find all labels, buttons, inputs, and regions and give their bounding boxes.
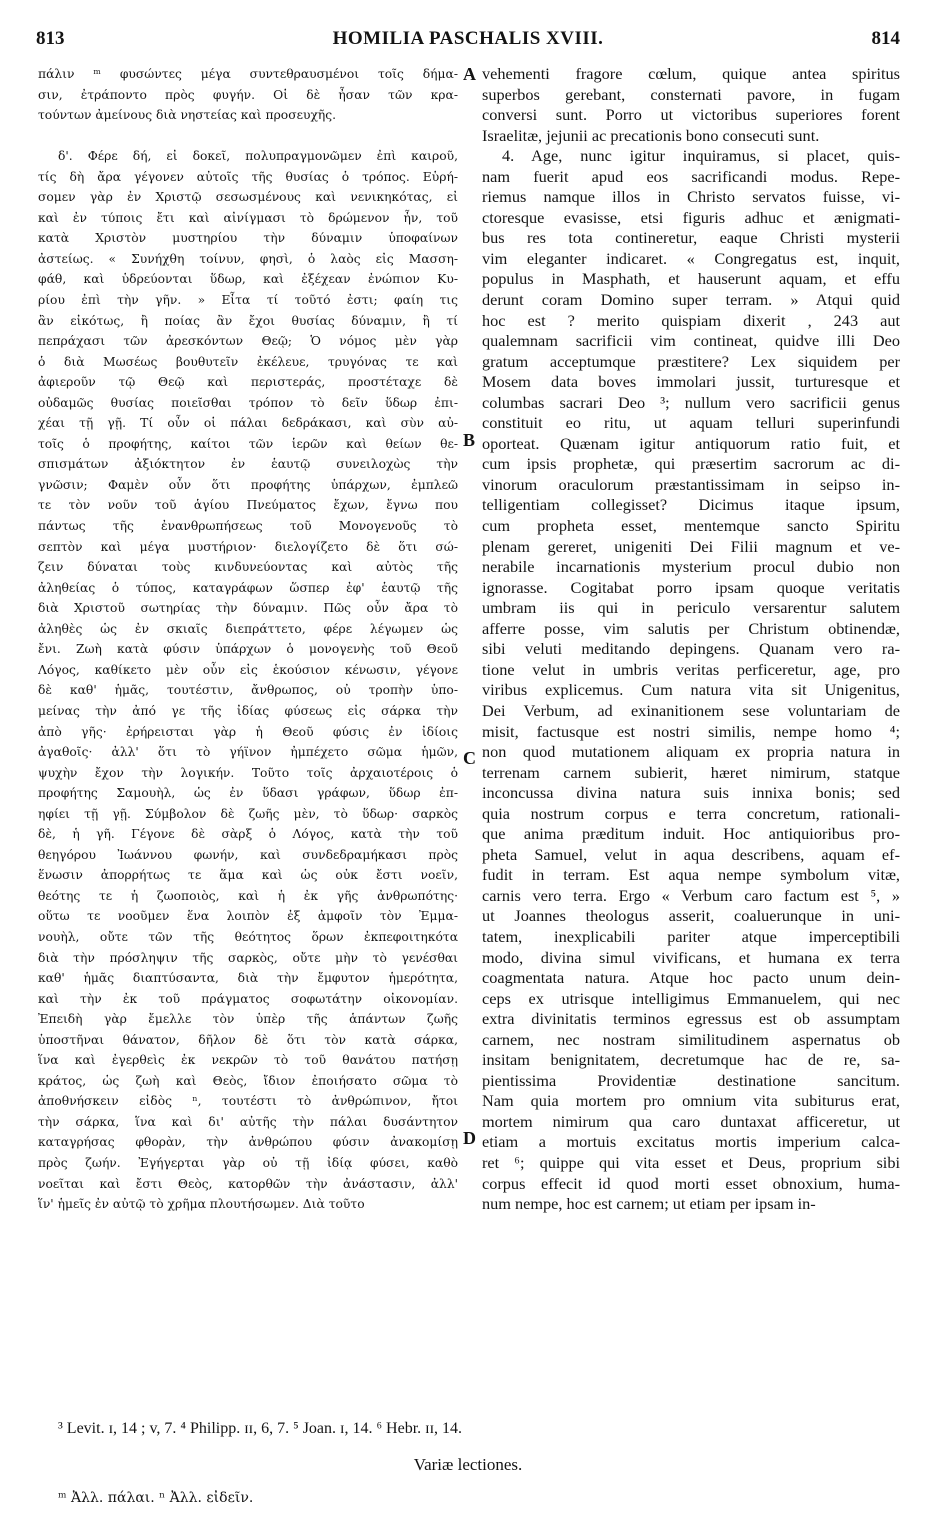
latin-text-line: plenam gereret, unigeniti Dei Filii magnum et ve- <box>482 536 900 556</box>
latin-text-line: tione velut in umbris veritas perficeretur, age, pro <box>482 659 900 679</box>
latin-text-line: conversi sunt. Porro ut victoribus superiores forent <box>482 105 900 125</box>
greek-text-line: ἕνωσιν ἀπορρήτως τε ἅμα καὶ ὡς οὐκ ἔστι νοεῖν, <box>38 868 458 883</box>
latin-text-line: non quod mutationem aliquam ex propria natura in <box>482 742 900 762</box>
greek-text-line: διὰ Χριστοῦ σωτηρίας τὴν δύναμιν. Πῶς οὖν ἄρα τὸ <box>38 601 458 616</box>
latin-text-line: hoc est ? merito quispiam dixerit , 243 aut <box>482 310 900 330</box>
greek-text-line: καθ' ἡμᾶς διαπτύσαντα, διὰ τὴν ἔμφυτον ἡμερότητα, <box>38 971 458 986</box>
greek-text-line: οὕτω τε νοοῦμεν ἕνα λοιπὸν ἐξ ἀμφοῖν τὸν Ἐμμα- <box>38 909 458 924</box>
greek-text-line: διὰ τὴν πρόσληψιν τῆς σαρκὸς, οὔτε μὴν τὸ γενέσθαι <box>38 950 458 965</box>
latin-text-line: vehementi fragore cœlum, quique antea spiritus <box>482 64 900 83</box>
greek-text-line: τε τὸν νοῦν τοῦ ἁγίου Πνεύματος ἔχων, ἔγνω που <box>38 498 458 513</box>
latin-text-line: num nempe, hoc est carnem; ut etiam per ipsam in- <box>482 1194 816 1214</box>
greek-text-line: τίς δὴ ἄρα γέγονεν αὐτοῖς τῆς θυσίας ὁ τρόπος. Εὑρή- <box>38 169 458 184</box>
latin-text-line: vim eleganter indicaret. « Congregatus est, inquit, <box>482 248 900 268</box>
latin-text-line: pheta Samuel, velut in aqua describens, aquam ef- <box>482 844 900 864</box>
latin-text-line: oporteat. Quænam igitur antiquorum ratio fuit, et <box>482 433 900 453</box>
greek-text-line: μείνας τὴν ἀπό γε τῆς ἰδίας φύσεως εἰς σάρκα τὴν <box>38 703 458 718</box>
greek-text-line: καὶ ἐν τύποις ἔτι καὶ αἰνίγμασι τὸ δρώμενον ἦν, τοῦ <box>38 210 458 225</box>
variae-lectiones-heading: Variæ lectiones. <box>413 1455 523 1474</box>
greek-text-line: ψυχὴν ἔχον τὴν λογικήν. Τοῦτο τοῖς ἀρχαιοτέροις ὁ <box>38 765 458 780</box>
latin-text-line: etiam a mortuis excitatus mortis imperium calca- <box>482 1132 900 1152</box>
greek-text-line: θεότης τε ἡ ζωοποιὸς, καὶ ἡ ἐκ γῆς ἀνθρωπότης· <box>38 888 458 903</box>
greek-text-line: δὲ καθ' ἡμᾶς, τουτέστιν, ἄνθρωπος, οὐ τροπὴν ὑπο- <box>38 683 458 698</box>
greek-text-line: δ'. Φέρε δή, εἰ δοκεῖ, πολυπραγμονῶμεν ἐπὶ καιροῦ, <box>58 149 458 164</box>
greek-text-line: σομεν γὰρ ἐν Χριστῷ σεσωσμένους καὶ νενικηκότας, εἰ <box>38 190 458 205</box>
page-header <box>36 28 900 54</box>
margin-letter-c: C <box>463 748 476 768</box>
greek-text-line: ηφίει τῇ γῇ. Σύμβολον δὲ ζωῆς μὲν, τὸ ὕδωρ· σαρκὸς <box>38 806 458 821</box>
left-page-number: 813 <box>36 28 65 49</box>
greek-text-line: τούντων ἀμείνους διὰ νηστείας καὶ προσευχῆς. <box>38 108 337 123</box>
latin-text-line: ut Joannes theologus asserit, coaluerunque in uni- <box>482 906 900 926</box>
latin-text-line: ctoresque evasisse, etsi figuris adhuc et ænigmati- <box>482 207 900 227</box>
greek-text-line: ρίου ἐπὶ τὴν γῆν. » Εἶτα τί τοῦτό ἐστι; φαίη τις <box>38 293 458 308</box>
latin-text-line: ceps ex utrisque intelligimus Emmanuelem, qui nec <box>482 988 900 1008</box>
greek-text-line: ὁ διὰ Μωσέως βουθυτεῖν ἐκέλευε, τρυγόνας τε καὶ <box>38 354 458 369</box>
greek-text-line: ἀφιεροῦν τῷ Θεῷ καὶ περιστεράς, προστέταχε δὲ <box>38 375 458 390</box>
latin-text-line: terrenam carnem subierit, hæret nimirum, statque <box>482 762 900 782</box>
margin-letter-b: B <box>463 430 476 450</box>
latin-text-line: viribus explicemus. Cum natura vita sit Unigenitus, <box>482 680 900 700</box>
greek-text-line: πεπράχασι τῶν ἀρεσκόντων Θεῷ; Ὁ νόμος μὲν γὰρ <box>38 334 458 349</box>
latin-text-line: telligentiam collegisset? Dicimus itaque ipsum, <box>482 495 900 515</box>
latin-text-line: vinorum oraculorum præstantissimam in seipso in- <box>482 474 900 494</box>
greek-text-line: ἀστείως. « Συνήχθη τοίνυν, φησὶ, ὁ λαὸς εἰς Μασση- <box>38 251 458 266</box>
greek-text-line: σιν, ἐτράποντο πρὸς φυγήν. Οἱ δὲ ἦσαν τῶν κρα- <box>38 87 458 102</box>
greek-text-line: προφήτης Σαμουὴλ, ὡς ἐν ὕδασι γράφων, ὕδωρ ἐπ- <box>38 786 458 801</box>
greek-text-line: πάλιν ᵐ φυσώντες μέγα συντεθραυσμένοι τοῖς δήμα- <box>38 67 458 81</box>
latin-text-line: bus res tota contineretur, eaque Christi mysterii <box>482 228 900 248</box>
latin-column <box>482 64 900 1215</box>
latin-text-line: Nam quia mortem pro omnium vita subiturus erat, <box>482 1091 900 1111</box>
latin-text-line: misit, factusque est nostri similis, nempe homo ⁴; <box>482 721 900 741</box>
greek-text-line: κράτος, ὡς ζωὴ καὶ Θεὸς, ἴδιον ἐποιήσατο σῶμα τὸ <box>38 1073 458 1088</box>
greek-text-line: ὑποστῆναι θάνατον, δῆλον δὲ ὅτι τὸν κατὰ σάρκα, <box>38 1032 458 1047</box>
right-page-number: 814 <box>871 28 900 49</box>
greek-text-line: τὴν σάρκα, ἵνα καὶ δι' αὐτῆς τὴν πάλαι δυσάντητον <box>38 1114 458 1129</box>
latin-text-line: Israelitæ, jejunii ac precationis bono consecuti sunt. <box>482 125 820 145</box>
latin-text-line: gratum acceptumque præstitere? Lex siquidem per <box>482 351 900 371</box>
greek-text-line: ζειν δύναται τοὺς κινδυνεύοντας καὶ αὐτὸς τῆς <box>38 560 458 575</box>
latin-text-line: corpus effecit id quod morti esset obnoxium, huma- <box>482 1173 900 1193</box>
greek-text-line: ἀγαθοῖς· ἀλλ' ὅτι τὸ γήϊνον ἠμπέχετο σῶμα ἡμῶν, <box>38 745 458 760</box>
latin-text-line: derunt coram Domino super terram. » Atqui quid <box>482 290 900 310</box>
latin-text-line: tatem, inexplicabili pariter atque imperceptibili <box>482 926 900 946</box>
latin-text-line: populus in Masphath, et hauserunt aquam, et effu <box>482 269 900 289</box>
greek-text-line: σπισμάτων ἀξιόκτητον ἐν ἑαυτῷ συνειλοχὼς τὴν <box>38 457 458 472</box>
greek-text-line: νοεῖται καὶ ἔστι Θεὸς, κατορθῶν τὴν ἀνάστασιν, ἀλλ' <box>38 1176 458 1191</box>
greek-text-line <box>38 126 458 147</box>
latin-text-line: ignorasse. Cogitabat porro ipsam quoque veritatis <box>482 577 900 597</box>
greek-text-line: δὲ, ἡ γῆ. Γέγονε δὲ σὰρξ ὁ Λόγος, κατὰ τὴν τοῦ <box>38 827 458 842</box>
margin-letter-d: D <box>463 1128 476 1148</box>
greek-text-line: γνῶσιν; Φαμὲν οὖν ὅτι προφήτης ὑπάρχων, ἐμπλεῶ <box>38 477 458 492</box>
greek-text-line: τοῖς ὁ προφήτης, καίτοι τῶν ἱερῶν καὶ θείων θε- <box>38 436 458 451</box>
latin-text-line: afferre posse, vim salutis per Christum obtinendæ, <box>482 618 900 638</box>
greek-text-line: νουὴλ, οὔτε τῶν τῆς θεότητος ὅρων ἐκπεφοιτηκότα <box>38 929 458 944</box>
greek-text-line: χέαι τῇ γῇ. Τί οὖν οἱ πάλαι δεδράκασι, καὶ σὺν αὐ- <box>38 416 458 431</box>
greek-text-line: καὶ τὴν ἐκ τοῦ πράγματος σοφωτάτην οἰκονομίαν. <box>38 991 458 1006</box>
greek-text-line: Λόγος, καθίκετο μὲν οὖν εἰς ἑκούσιον κένωσιν, γέγονε <box>38 662 458 677</box>
latin-text-line: qualemnam sacrificii vim contineat, quidve illi Deo <box>482 331 900 351</box>
greek-text-line: ἂν εἰκότως, ἢ ποίας ἂν ἔχοι θυσίας δύναμιν, ἢ τί <box>38 313 458 328</box>
greek-text-line: πρὸς ζωήν. Ἐγήγερται γὰρ οὐ τῇ ἰδίᾳ φύσει, καθὸ <box>38 1155 458 1170</box>
latin-text-line: fudit in terram. Est aqua nempe symbolum vitæ, <box>482 865 900 885</box>
greek-text-line: ἀληθείας ὁ τύπος, καταγράφων ὥσπερ ἐφ' ἑαυτῷ τῆς <box>38 580 458 595</box>
running-title: HOMILIA PASCHALIS XVIII. <box>332 28 604 49</box>
greek-text-line: φάθ, καὶ ὑδρεύονται ὕδωρ, καὶ ἐξέχεαν ἐνώπιον Κυ- <box>38 272 458 287</box>
greek-text-line: ἀληθὲς ὡς ἐν σκιαῖς διεπράττετο, φέρε λέγωμεν ὡς <box>38 621 458 636</box>
latin-text-line: mortem nimirum qua caro duntaxat afficeretur, ut <box>482 1111 900 1131</box>
greek-text-line: ἀπὸ γῆς· ἐρήρεισται γὰρ ἡ Θεοῦ φύσις ἐν ἰδίοις <box>38 724 458 739</box>
latin-text-line: sibi veluti meditando depingens. Quanam vero ra- <box>482 639 900 659</box>
latin-text-line: ret ⁶; quippe qui vita esset et Deus, proprium sibi <box>482 1152 900 1172</box>
latin-text-line: superbos gerebant, consternati pavore, in fugam <box>482 84 900 104</box>
greek-text-line: καταγρήσας φθορὰν, τὴν ἀνθρώπου φύσιν ἀνακομίσῃ <box>38 1135 458 1150</box>
latin-text-line: carnem, nec nostram similitudinem aspernatus ob <box>482 1029 900 1049</box>
latin-text-line: pientissima Providentiæ destinatione sancitum. <box>482 1070 900 1090</box>
footnotes: ³ Levit. ɪ, 14 ; v, 7. ⁴ Philipp. ɪɪ, 6, 7. ⁵ Joan. ɪ, 14. ⁶ Hebr. ɪɪ, 14. <box>58 1420 463 1437</box>
latin-text-line: 4. Age, nunc igitur inquiramus, si placet, quis- <box>502 146 900 166</box>
latin-text-line: inconcussa divina natura suis innixa bonis; sed <box>482 783 900 803</box>
margin-letter-a: A <box>463 64 476 84</box>
variae-lectiones-notes: ᵐ Ἀλλ. πάλαι. ⁿ Ἀλλ. εἰδεῖν. <box>58 1490 254 1506</box>
latin-text-line: riemus namque illos in Christo servatos fuisse, vi- <box>482 187 900 207</box>
latin-text-line: insitam benignitatem, decretumque hac de re, sa- <box>482 1050 900 1070</box>
greek-text-line: πάντως τῆς ἐνανθρωπήσεως τοῦ Μονογενοῦς τὸ <box>38 519 458 534</box>
greek-text-line: οὐδαμῶς θυσίας ποιεῖσθαι τρόπον τὸ δεῖν ὕδωρ ἐπι- <box>38 395 458 410</box>
greek-text-line: ἔνι. Ζωὴ κατὰ φύσιν ὑπάρχων ὁ μονογενὴς τοῦ Θεοῦ <box>38 642 458 657</box>
latin-text-line: nerabile incarnationis mysterium procul dubio non <box>482 557 900 577</box>
greek-text-line: Ἐπειδὴ γὰρ ἔμελλε τὸν ὑπὲρ τῆς ἁπάντων ζωῆς <box>38 1012 458 1027</box>
greek-text-line: θεηγόρου Ἰωάννου φωνήν, καὶ συνδεδραμήκασι πρὸς <box>38 847 458 862</box>
latin-text-line: quia nostrum corpus e terra concretum, rationali- <box>482 803 900 823</box>
latin-text-line: umbram iis qui in periculo versarentur salutem <box>482 598 900 618</box>
greek-column <box>38 64 458 1215</box>
greek-text-line: ἵνα καὶ ἐγερθεὶς ἐκ νεκρῶν τὸ τοῦ θανάτου πατήσῃ <box>38 1053 458 1068</box>
latin-text-line: cum propheta esset, mentemque sancto Spiritu <box>482 516 900 536</box>
greek-text-line: ἵν' ἡμεῖς ἐν αὐτῷ τὸ χρῆμα πλουτήσωμεν. Διὰ τοῦτο <box>38 1197 365 1212</box>
latin-text-line: modo, divina simul vivificans, et humana ex terra <box>482 947 900 967</box>
latin-text-line: extra divinitatis terminos egressus est ob assumptam <box>482 1009 900 1029</box>
latin-text-line: columbas sacrari Deo ³; nullum vero sacrificii genus <box>482 392 900 412</box>
latin-text-line: que anima præditum induit. Hoc antiquioribus pro- <box>482 824 900 844</box>
latin-text-line: constituit eo ritu, ut aquam telluri superinfundi <box>482 413 900 433</box>
latin-text-line: coagmentata natura. Atque hoc pacto unum dein- <box>482 968 900 988</box>
latin-text-line: cum ipsis prophetæ, qui præsertim sacrorum ac di- <box>482 454 900 474</box>
latin-text-line: Mosem data boves immolari jussit, turturesque et <box>482 372 900 392</box>
latin-text-line: nam fuerit apud eos sacrificandi modus. Repe- <box>482 166 900 186</box>
latin-text-line: carnis vero terra. Ergo « Verbum caro factum est ⁵, » <box>482 885 900 905</box>
greek-text-line: κατὰ Χριστὸν μυστηρίου τὴν δύναμιν ὑποφαίνων <box>38 231 458 246</box>
latin-text-line: Dei Verbum, ad exinanitionem sese voluntariam de <box>482 700 900 720</box>
greek-text-line: ἀποθνήσκειν εἰδὸς ⁿ, τουτέστι τὸ ἀνθρώπινον, ἤτοι <box>38 1094 458 1109</box>
greek-text-line: σεπτὸν καὶ μέγα μυστήριον· διελογίζετο δὲ ὅτι σώ- <box>38 539 458 554</box>
